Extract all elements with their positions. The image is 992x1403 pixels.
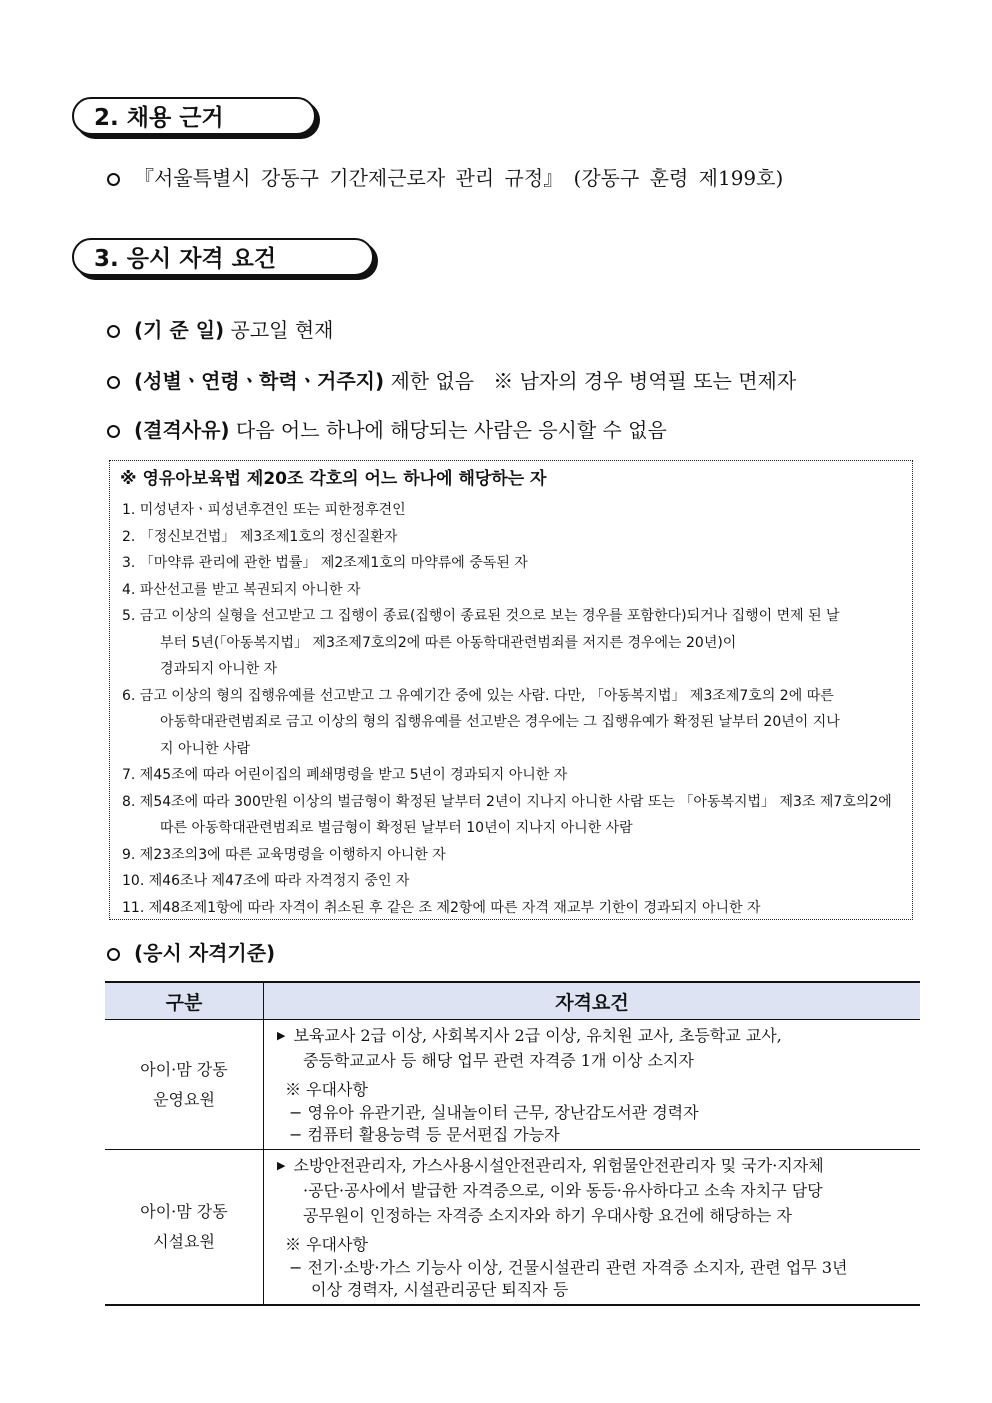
table-header-row: [105, 982, 920, 1020]
role-name: 아이·맘 강동: [140, 1059, 228, 1079]
circle-bullet-icon: [107, 173, 120, 186]
condition-standards-label: (응시 자격기준): [134, 941, 276, 965]
condition-date: [107, 314, 334, 343]
condition-disqualification-value: 다음 어느 하나에 해당되는 사람은 응시할 수 없음: [235, 418, 667, 442]
section-3-title: 3. 응시 자격 요건: [94, 246, 277, 272]
military-note: ※ 남자의 경우 병역필 또는 면제자: [493, 369, 797, 393]
list-item-continuation: 아동학대관련범죄로 금고 이상의 형의 집행유예를 선고받은 경우에는 그 집행유예가 확정된 날부터 20년이 지나: [160, 714, 840, 730]
list-item-text: 4. 파산선고를 받고 복권되지 아니한 자: [122, 581, 361, 598]
list-item: [120, 683, 910, 763]
list-item: [120, 868, 910, 895]
table-header-requirements: 자격요건: [264, 982, 921, 1020]
list-item-text: 7. 제45조에 따라 어린이집의 폐쇄명령을 받고 5년이 경과되지 아니한 자: [122, 767, 568, 783]
triangle-bullet-icon: ▶: [277, 1159, 286, 1172]
condition-restrictions: [107, 365, 796, 394]
list-item-text: 1. 미성년자ㆍ피성년후견인 또는 피한정후견인: [122, 502, 406, 518]
section-2-heading: [72, 97, 316, 135]
preference-item: − 컴퓨터 활용능력 등 문서편집 가능자: [289, 1125, 560, 1144]
list-item-text: 11. 제48조제1항에 따라 자격이 취소된 후 같은 조 제2항에 따른 자격 재교부 기한이 경과되지 아니한 자: [122, 899, 761, 916]
circle-bullet-icon: [107, 425, 120, 438]
table-header-category: 구분: [105, 982, 264, 1020]
list-item-text: 8. 제54조에 따라 300만원 이상의 벌금형이 확정된 날부터 2년이 지나지 아니한 사람 또는 「아동복지법」 제3조 제7호의2에: [122, 793, 892, 810]
requirement-cell: [264, 1150, 921, 1306]
preference-item: − 전기·소방·가스 기능사 이상, 건물시설관리 관련 자격증 소지자, 관련 업무 3년: [289, 1258, 848, 1277]
list-item: [120, 603, 910, 683]
list-item: [120, 550, 910, 577]
disqualification-list: [120, 497, 910, 921]
role-cell: [105, 1020, 264, 1150]
role-name: 시설요원: [153, 1232, 215, 1251]
list-item-text: 2. 「정신보건법」 제3조제1호의 정신질환자: [122, 528, 398, 545]
preference-item: − 영유아 유관기관, 실내놀이터 근무, 장난감도서관 경력자: [289, 1103, 699, 1122]
triangle-bullet-icon: ▶: [277, 1029, 286, 1042]
condition-date-value: 공고일 현재: [230, 318, 334, 342]
list-item: [120, 497, 910, 524]
section-3-heading: [72, 238, 374, 276]
disqualification-box: [109, 460, 913, 920]
requirement-continuation: 공무원이 인정하는 자격증 소지자와 하기 우대사항 요건에 해당하는 자: [303, 1206, 792, 1225]
list-item-text: 10. 제46조나 제47조에 따라 자격정지 중인 자: [122, 873, 410, 889]
requirement-cell: [264, 1020, 921, 1150]
list-item-continuation: 따른 아동학대관련범죄로 벌금형이 확정된 날부터 10년이 지나지 아니한 사람: [160, 820, 633, 836]
list-item-continuation: 경과되지 아니한 자: [160, 661, 278, 677]
circle-bullet-icon: [107, 325, 120, 338]
law-basis-line: [107, 162, 783, 191]
condition-disqualification: [107, 414, 667, 443]
list-item: [120, 789, 910, 842]
role-name: 운영요원: [153, 1089, 215, 1109]
table-row: [105, 1020, 920, 1150]
list-item-continuation: 부터 5년(「아동복지법」 제3조제7호의2에 따른 아동학대관련범죄를 저지른 경우에는 20년)이: [160, 634, 737, 651]
preference-title: ※ 우대사항: [285, 1235, 368, 1254]
role-cell: [105, 1150, 264, 1306]
preference-continuation: 이상 경력자, 시설관리공단 퇴직자 등: [311, 1280, 569, 1299]
list-item-text: 5. 금고 이상의 실형을 선고받고 그 집행이 종료(집행이 종료된 것으로 보는 경우를 포함한다)되거나 집행이 면제 된 날: [122, 608, 840, 624]
preference-title: ※ 우대사항: [285, 1080, 368, 1099]
requirement-continuation: ·공단·공사에서 발급한 자격증으로, 이와 동등·유사하다고 소속 자치구 담당: [303, 1181, 823, 1200]
table-body: [105, 1020, 920, 1306]
list-item-text: 3. 「마약류 관리에 관한 법률」 제2조제1호의 마약류에 중독된 자: [122, 555, 528, 571]
role-name: 아이·맘 강동: [140, 1202, 228, 1221]
requirement-text: 소방안전관리자, 가스사용시설안전관리자, 위험물안전관리자 및 국가·지자체: [293, 1156, 824, 1175]
disqualification-title: ※ 영유아보육법 제20조 각호의 어느 하나에 해당하는 자: [120, 469, 547, 489]
condition-date-label: (기 준 일): [134, 318, 225, 342]
list-item: [120, 842, 910, 869]
circle-bullet-icon: [107, 376, 120, 389]
list-item-continuation: 지 아니한 사람: [160, 740, 251, 757]
condition-standards: [107, 937, 275, 966]
requirement-continuation: 중등학교교사 등 해당 업무 관련 자격증 1개 이상 소지자: [303, 1051, 694, 1070]
condition-restrictions-value: 제한 없음: [390, 369, 475, 393]
requirement-text: 보육교사 2급 이상, 사회복지사 2급 이상, 유치원 교사, 초등학교 교사,: [293, 1026, 782, 1045]
list-item: [120, 577, 910, 604]
list-item-text: 6. 금고 이상의 형의 집행유예를 선고받고 그 유예기간 중에 있는 사람. 다만, 「아동복지법」 제3조제7호의 2에 따른: [122, 687, 834, 704]
qualification-table: [105, 981, 920, 1306]
table-row: [105, 1150, 920, 1306]
section-2-title: 2. 채용 근거: [94, 105, 224, 131]
circle-bullet-icon: [107, 948, 120, 961]
law-basis-text: 『서울특별시 강동구 기간제근로자 관리 규정』 (강동구 훈령 제199호): [134, 166, 784, 190]
list-item: [120, 895, 910, 922]
list-item: [120, 762, 910, 789]
list-item: [120, 524, 910, 551]
condition-disqualification-label: (결격사유): [134, 418, 230, 442]
list-item-text: 9. 제23조의3에 따른 교육명령을 이행하지 아니한 자: [122, 846, 446, 863]
condition-restrictions-label: (성별ㆍ연령ㆍ학력ㆍ거주지): [134, 369, 385, 393]
